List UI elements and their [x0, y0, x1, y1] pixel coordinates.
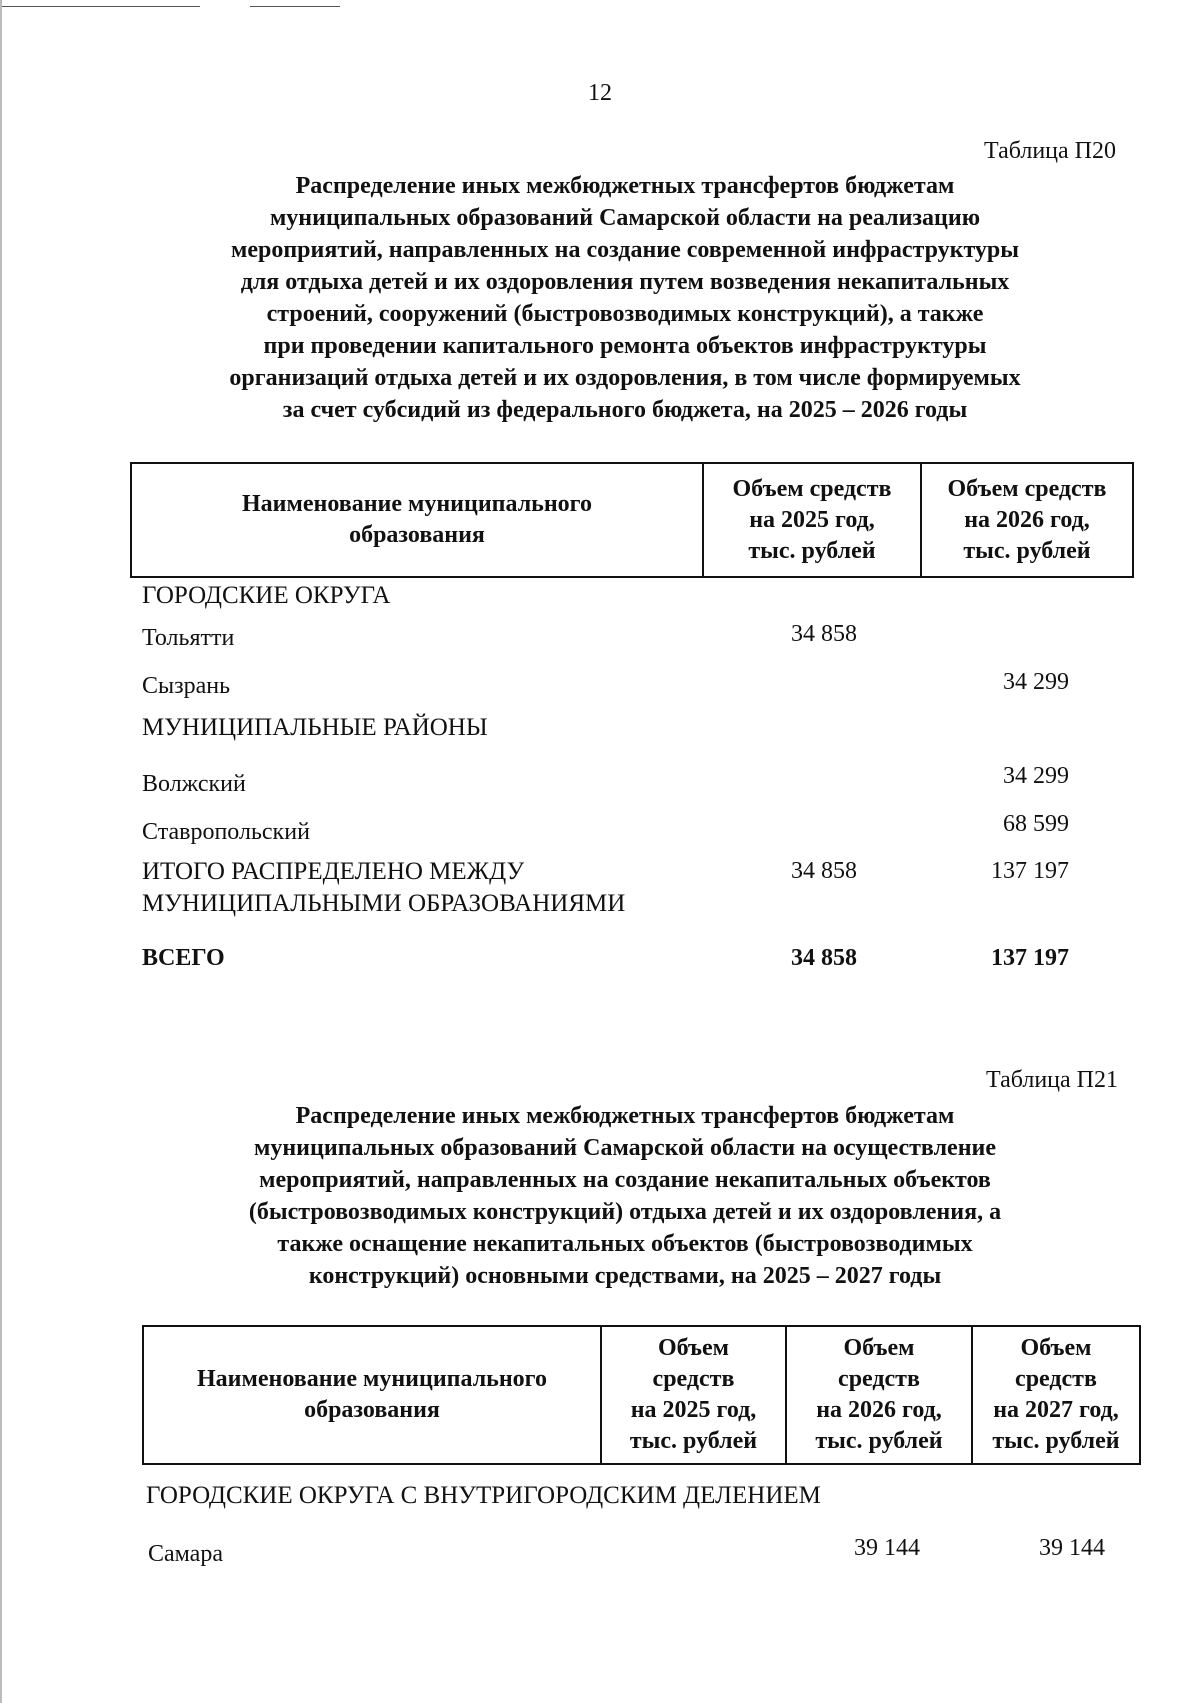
section-city-districts-with-division: ГОРОДСКИЕ ОКРУГА С ВНУТРИГОРОДСКИМ ДЕЛЕНИЕМ: [146, 1482, 821, 1509]
grand-total-2026: 137 197: [991, 945, 1069, 971]
row-name-samara: Самара: [148, 1541, 223, 1567]
header-line: тыс. рублей: [963, 537, 1091, 564]
total-distributed-2025: 34 858: [791, 858, 857, 884]
row-value-2026: 68 599: [1003, 811, 1069, 837]
row-value-2026: 39 144: [854, 1535, 920, 1561]
header-line: на 2026 год,: [816, 1397, 942, 1423]
header-line: Наименование муниципального: [242, 491, 592, 517]
row-value-2025: 34 858: [791, 621, 857, 647]
scan-artifact-line: [0, 6, 200, 7]
title-line: мероприятий, направленных на создание некапитальных объектов: [259, 1167, 991, 1193]
row-value-2026: 34 299: [1003, 763, 1069, 789]
header-line: Объем: [657, 1335, 730, 1361]
title-line: (быстровозводимых конструкций) отдыха детей и их оздоровления, а: [248, 1199, 1002, 1225]
header-line: тыс. рублей: [992, 1428, 1120, 1454]
row-name-volzhsky: Волжский: [142, 771, 246, 797]
header-line: образования: [304, 1397, 440, 1423]
row-name-syzran: Сызрань: [142, 673, 231, 699]
header-line: тыс. рублей: [748, 537, 876, 564]
total-distributed-label: [142, 856, 625, 920]
header-line: на 2025 год,: [749, 506, 875, 533]
table-p21-label: Таблица П21: [986, 1067, 1118, 1093]
table-p21-header: [142, 1325, 1141, 1465]
header-line: Объем: [843, 1335, 915, 1361]
title-line: конструкций) основными средствами, на 2025 – 2027 годы: [308, 1263, 942, 1289]
header-2025-cell: [601, 1326, 786, 1464]
table-p20-title: [110, 170, 1140, 426]
row-value-2026: 34 299: [1003, 669, 1069, 695]
header-2025-cell: [703, 463, 921, 577]
row-name-stavropolsky: Ставропольский: [142, 819, 310, 845]
title-line: при проведении капитального ремонта объектов инфраструктуры: [263, 333, 987, 359]
header-line: на 2027 год,: [993, 1397, 1119, 1423]
section-city-districts: ГОРОДСКИЕ ОКРУГА: [142, 582, 391, 609]
title-line: за счет субсидий из федерального бюджета, на 2025 – 2026 годы: [282, 397, 968, 423]
row-value-2027: 39 144: [1039, 1535, 1105, 1561]
header-line: на 2025 год,: [630, 1397, 757, 1423]
title-line: муниципальных образований Самарской области на реализацию: [269, 205, 981, 231]
header-line: образования: [349, 522, 485, 548]
scan-edge: [0, 0, 2, 1703]
title-line: Распределение иных межбюджетных трансфертов бюджетам: [295, 1103, 955, 1129]
header-line: на 2026 год,: [964, 506, 1090, 533]
header-line: средств: [652, 1366, 735, 1392]
header-line: тыс. рублей: [629, 1428, 758, 1454]
scan-artifact-line: [250, 6, 340, 7]
header-line: средств: [1015, 1366, 1097, 1392]
title-line: организаций отдыха детей и их оздоровления, в том числе формируемых: [229, 365, 1021, 391]
header-line: тыс. рублей: [815, 1428, 943, 1454]
total-line: ИТОГО РАСПРЕДЕЛЕНО МЕЖДУ: [142, 858, 525, 885]
page-number: 12: [588, 80, 612, 106]
header-line: Наименование муниципального: [197, 1366, 547, 1392]
section-municipal-districts: МУНИЦИПАЛЬНЫЕ РАЙОНЫ: [142, 714, 488, 741]
title-line: для отдыха детей и их оздоровления путем возведения некапитальных: [240, 269, 1010, 295]
grand-total-label: ВСЕГО: [142, 945, 225, 971]
table-p20-header: [130, 462, 1134, 578]
title-line: Распределение иных межбюджетных трансфертов бюджетам: [295, 173, 955, 199]
total-distributed-2026: 137 197: [991, 858, 1069, 884]
header-2027-cell: [972, 1326, 1140, 1464]
total-line: МУНИЦИПАЛЬНЫМИ ОБРАЗОВАНИЯМИ: [142, 890, 626, 917]
row-name-tolyatti: Тольятти: [142, 625, 235, 651]
header-2026-cell: [921, 463, 1133, 577]
title-line: муниципальных образований Самарской области на осуществление: [254, 1135, 996, 1161]
title-line: строений, сооружений (быстровозводимых конструкций), а также: [266, 301, 984, 327]
header-line: средств: [838, 1366, 920, 1392]
table-p21-title: [110, 1100, 1140, 1292]
header-line: Объем средств: [732, 475, 892, 502]
header-line: Объем: [1020, 1335, 1092, 1361]
title-line: также оснащение некапитальных объектов (быстровозводимых: [277, 1231, 973, 1257]
table-p20-label: Таблица П20: [984, 138, 1116, 164]
grand-total-2025: 34 858: [791, 945, 857, 971]
title-line: мероприятий, направленных на создание современной инфраструктуры: [230, 237, 1020, 263]
header-name-cell: [131, 463, 703, 577]
header-name-cell: [143, 1326, 601, 1464]
header-2026-cell: [786, 1326, 972, 1464]
header-line: Объем средств: [947, 475, 1107, 502]
